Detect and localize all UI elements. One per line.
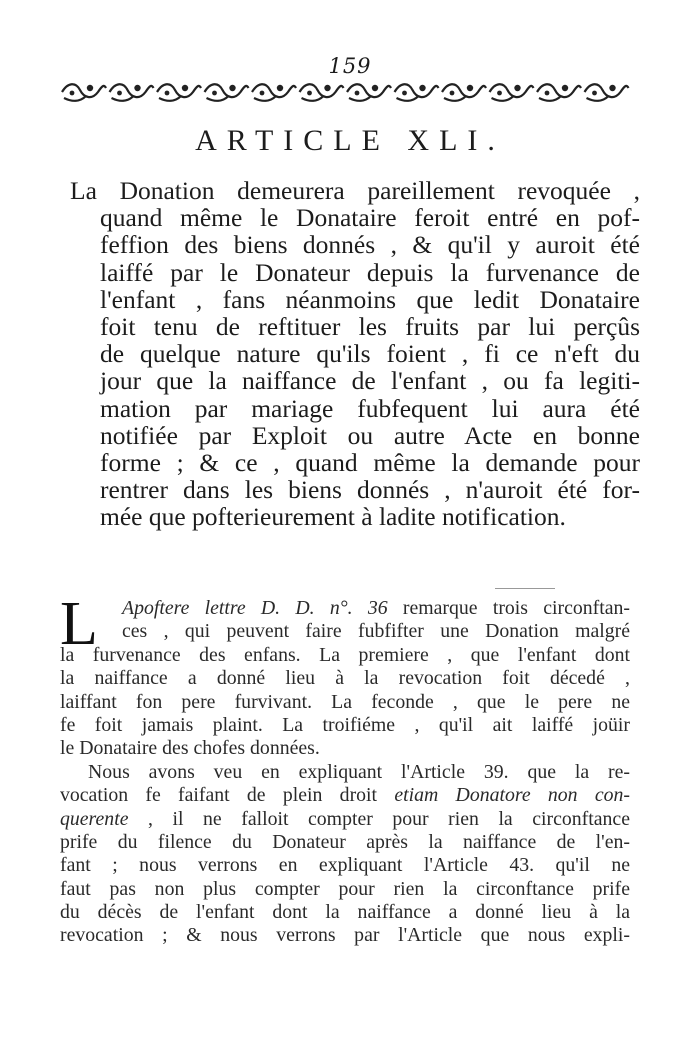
article-text — [70, 177, 640, 530]
commentary-line: le Donataire des chofes données. — [60, 737, 320, 760]
ornament-motif — [205, 84, 249, 101]
article-line: laiffé par le Donateur depuis la furvenance de — [100, 257, 640, 287]
ornament-motif — [442, 84, 486, 101]
drop-cap: L — [60, 590, 98, 658]
commentary-line: laiffant fon pere furvivant. La feconde , que le pere ne — [60, 690, 630, 713]
ornament-motif — [252, 84, 296, 101]
article-line: notifiée par Exploit ou autre Acte en bonne — [100, 420, 640, 450]
ornament-motif — [300, 84, 344, 101]
citation: Apoftere lettre D. D. n°. 36 — [122, 597, 388, 619]
commentary-text: vocation fe faifant de plein droit — [60, 784, 395, 807]
ornament-motif — [490, 84, 534, 101]
article-line: mée que pofterieurement à ladite notification. — [100, 502, 566, 532]
commentary-text: , il ne falloit compter pour rien la circonftance — [128, 807, 630, 830]
commentary-line: fant ; nous verrons en expliquant l'Article 43. qu'il ne — [60, 854, 630, 877]
ornament-motif — [395, 84, 439, 101]
commentary-text: remarque trois circonftan- — [387, 597, 631, 619]
commentary-line: prife du filence du Donateur après la naiffance de l'en- — [60, 830, 630, 853]
commentary-line — [60, 597, 630, 620]
article-line: quand même le Donataire feroit entré en pof- — [100, 203, 640, 233]
ornamental-band — [60, 80, 630, 104]
article-line: rentrer dans les biens donnés , n'auroit été for- — [100, 475, 640, 505]
commentary-line: faut pas non plus compter pour rien la circonftance prife — [60, 877, 630, 900]
commentary-line — [60, 808, 630, 831]
ornament-motif — [62, 84, 106, 101]
ornament-motif — [347, 84, 391, 101]
commentary — [60, 590, 631, 948]
latin-phrase: querente — [60, 807, 129, 830]
commentary-line: du décès de l'enfant dont la naiffance a donné lieu à la — [60, 901, 630, 924]
article-line: feffion des biens donnés , & qu'il y auroit été — [100, 230, 640, 260]
article-line: l'enfant , fans néanmoins que ledit Donataire — [100, 284, 640, 314]
ornament-motif — [110, 84, 154, 101]
commentary-line: Nous avons veu en expliquant l'Article 39. que la re- — [88, 760, 630, 783]
commentary-line: revocation ; & nous verrons par l'Article que nous expli- — [60, 924, 630, 947]
article-line: forme ; & ce , quand même la demande pour — [100, 447, 640, 477]
commentary-line: la naiffance a donné lieu à la revocation foit décedé , — [60, 667, 630, 690]
article-line: mation par mariage fubfequent lui aura été — [100, 393, 640, 423]
article-line: de quelque nature qu'ils foient , fi ce n'eft du — [100, 339, 640, 369]
ornament-motif — [157, 84, 201, 101]
commentary-line — [60, 784, 630, 807]
article-line: La Donation demeurera pareillement revoquée , — [70, 176, 640, 205]
article-line: jour que la naiffance de l'enfant , ou fa legiti- — [100, 366, 640, 396]
separator-rule — [495, 588, 555, 589]
commentary-line: fe foit jamais plaint. La troifiéme , qu'il ait laiffé joüir — [60, 713, 630, 736]
commentary-line: la furvenance des enfans. La premiere , que l'enfant dont — [60, 643, 630, 666]
page-number: 159 — [328, 54, 372, 78]
commentary-line: ces , qui peuvent faire fubfifter une Donation malgré — [122, 620, 630, 643]
ornament-motif — [585, 84, 629, 101]
article-line: foit tenu de reftituer les fruits par lui perçûs — [100, 311, 640, 341]
article-heading: ARTICLE XLI. — [195, 124, 505, 157]
latin-phrase: etiam Donatore non con- — [394, 784, 630, 807]
ornament-motif — [537, 84, 581, 101]
